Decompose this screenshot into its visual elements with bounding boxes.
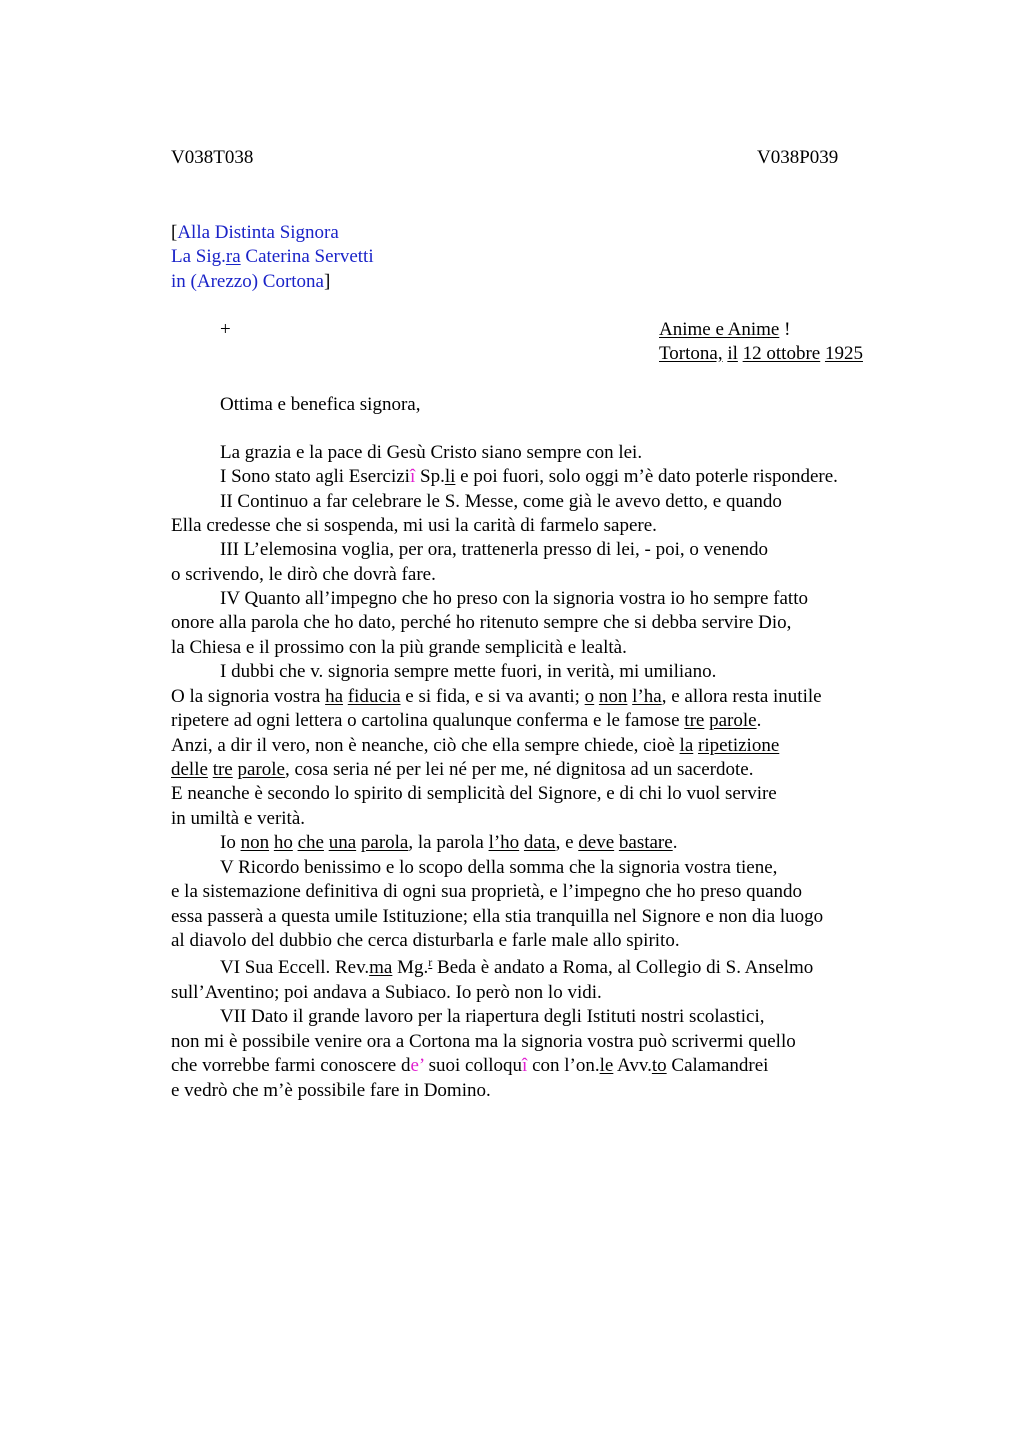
document-code-left: V038T038 bbox=[171, 147, 254, 168]
body-line: essa passerà a questa umile Istituzione; ella stia tranquilla nel Signore e non dia luogo bbox=[171, 906, 824, 927]
body-line: Ella credesse che si sospenda, mi usi la carità di farmelo sapere. bbox=[171, 515, 657, 536]
date-line: Tortona, il 12 ottobre 1925 bbox=[659, 343, 863, 364]
body-line: II Continuo a far celebrare le S. Messe, come già le avevo detto, e quando bbox=[220, 491, 782, 512]
body-line: e vedrò che m’è possibile fare in Domino. bbox=[171, 1080, 491, 1101]
salutation: Ottima e benefica signora, bbox=[220, 394, 421, 415]
body-line: non mi è possibile venire ora a Cortona ma la signoria vostra può scrivermi quello bbox=[171, 1031, 796, 1052]
body-line: VI Sua Eccell. Rev.ma Mg.$^r$ Beda è andato a Roma, al Collegio di S. Anselmo bbox=[220, 955, 814, 978]
motto: Anime e Anime ! bbox=[659, 319, 791, 340]
body-line: delle tre parole, cosa seria né per lei né per me, né dignitosa ad un sacerdote. bbox=[171, 759, 754, 780]
body-line: Anzi, a dir il vero, non è neanche, ciò che ella sempre chiede, cioè la ripetizione bbox=[171, 735, 780, 756]
body-line: e la sistemazione definitiva di ogni sua proprietà, e l’impegno che ho preso quando bbox=[171, 881, 803, 902]
document-code-right: V038P039 bbox=[757, 147, 839, 168]
body-line: sull’Aventino; poi andava a Subiaco. Io però non lo vidi. bbox=[171, 982, 602, 1003]
body-line: Io non ho che una parola, la parola l’ho data, e deve bastare. bbox=[220, 832, 678, 853]
body-line: III L’elemosina voglia, per ora, trattenerla presso di lei, - poi, o venendo bbox=[220, 539, 769, 560]
cross-symbol: + bbox=[220, 319, 231, 340]
body-line: ripetere ad ogni lettera o cartolina qualunque conferma e le famose tre parole. bbox=[171, 710, 762, 731]
body-line: I dubbi che v. signoria sempre mette fuori, in verità, mi umiliano. bbox=[220, 661, 717, 682]
body-line: IV Quanto all’impegno che ho preso con la signoria vostra io ho sempre fatto bbox=[220, 588, 808, 609]
address-line-2: La Sig.ra Caterina Servetti bbox=[171, 246, 374, 267]
body-line: che vorrebbe farmi conoscere de’ suoi colloquî con l’on.le Avv.to Calamandrei bbox=[171, 1055, 769, 1076]
body-line: al diavolo del dubbio che cerca disturbarla e farle male allo spirito. bbox=[171, 930, 680, 951]
body-line: o scrivendo, le dirò che dovrà fare. bbox=[171, 564, 436, 585]
body-line: in umiltà e verità. bbox=[171, 808, 306, 829]
body-line: I Sono stato agli Eserciziî Sp.li e poi fuori, solo oggi m’è dato poterle rispondere. bbox=[220, 466, 838, 487]
body-line: V Ricordo benissimo e lo scopo della somma che la signoria vostra tiene, bbox=[220, 857, 778, 878]
body-line: la Chiesa e il prossimo con la più grande semplicità e lealtà. bbox=[171, 637, 627, 658]
body-line: La grazia e la pace di Gesù Cristo siano sempre con lei. bbox=[220, 442, 643, 463]
body-line: onore alla parola che ho dato, perché ho ritenuto sempre che si debba servire Dio, bbox=[171, 612, 792, 633]
body-line: VII Dato il grande lavoro per la riapertura degli Istituti nostri scolastici, bbox=[220, 1006, 765, 1027]
address-line-3: in (Arezzo) Cortona] bbox=[171, 271, 331, 292]
body-line: E neanche è secondo lo spirito di semplicità del Signore, e di chi lo vuol servire bbox=[171, 783, 777, 804]
body-line: O la signoria vostra ha fiducia e si fida, e si va avanti; o non l’ha, e allora resta inutile bbox=[171, 686, 822, 707]
address-line-1: [Alla Distinta Signora bbox=[171, 222, 339, 243]
